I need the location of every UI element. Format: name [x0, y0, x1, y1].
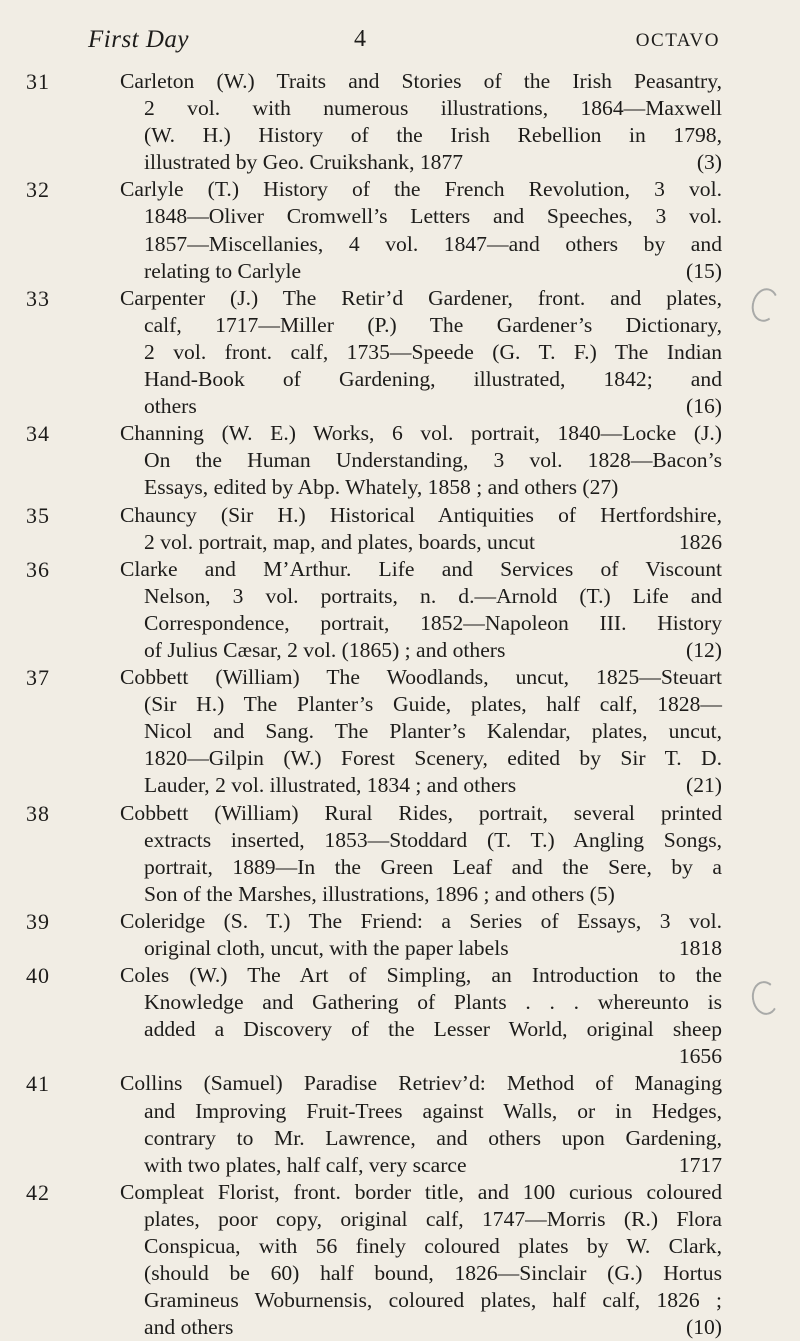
lot-description-line: Son of the Marshes, illustrations, 1896 ; and others (5) [144, 881, 615, 906]
lot-entry [26, 1179, 722, 1341]
lot-description-line: Knowledge and Gathering of Plants . . . whereunto is [144, 990, 722, 1015]
lot-entry [26, 176, 722, 284]
lot-entry [26, 962, 722, 1070]
lot-description-line: plates, poor copy, original calf, 1747—Morris (R.) Flora [144, 1206, 722, 1231]
lot-number: 36 [26, 556, 50, 582]
lot-description-line: Cobbett (William) The Woodlands, uncut, 1825—Steuart [120, 665, 722, 690]
lot-description-line: 2 vol. front. calf, 1735—Speede (G. T. F.) The Indian [144, 339, 722, 364]
lot-count: 1717 [678, 1152, 722, 1177]
lot-description-line: Collins (Samuel) Paradise Retriev’d: Method of Managing [120, 1071, 722, 1096]
page-number: 4 [354, 26, 366, 52]
lot-description-line [120, 393, 722, 420]
lot-description-text: and others [144, 1315, 234, 1340]
lot-description-line: Conspicua, with 56 finely coloured plates by W. Clark, [144, 1234, 722, 1259]
lot-entry [26, 420, 722, 501]
lot-description-line [120, 529, 722, 556]
lot-description-line: Nelson, 3 vol. portraits, n. d.—Arnold (T.) Life and [144, 583, 722, 608]
lot-entry [26, 285, 722, 420]
lot-description-line [120, 149, 722, 176]
lot-description-text: others [144, 394, 197, 419]
running-head [88, 26, 720, 56]
lot-description-line: Carlyle (T.) History of the French Revolution, 3 vol. [120, 177, 722, 202]
lot-count: 1818 [678, 936, 722, 960]
lot-number: 35 [26, 502, 50, 528]
lot-description-line: extracts inserted, 1853—Stoddard (T. T.) Angling Songs, [144, 827, 722, 852]
lot-description-line [120, 772, 722, 799]
lot-description-line: Coles (W.) The Art of Simpling, an Introduction to the [120, 963, 722, 988]
lot-description-line: calf, 1717—Miller (P.) The Gardener’s Dictionary, [144, 312, 722, 337]
lot-entry [26, 68, 722, 176]
lot-description-line: added a Discovery of the Lesser World, original sheep [144, 1017, 722, 1042]
lot-description-line: 1857—Miscellanies, 4 vol. 1847—and others by and [144, 231, 722, 256]
lot-description-line: and Improving Fruit-Trees against Walls, or in Hedges, [144, 1098, 722, 1123]
lot-description-line: Essays, edited by Abp. Whately, 1858 ; and others (27) [144, 475, 619, 500]
lot-description-line: Clarke and M’Arthur. Life and Services of Viscount [120, 556, 722, 581]
sale-day-title: First Day [88, 26, 190, 53]
lot-description-line: Hand-Book of Gardening, illustrated, 1842; and [144, 367, 722, 392]
lot-number: 32 [26, 177, 50, 203]
lot-description-text: illustrated by Geo. Cruikshank, 1877 [144, 150, 464, 175]
lot-entry [26, 908, 722, 962]
lot-description-line: 2 vol. with numerous illustrations, 1864—Maxwell [144, 96, 722, 121]
lot-description-text: original cloth, uncut, with the paper labels [144, 936, 509, 960]
lot-description-line: 1848—Oliver Cromwell’s Letters and Speeches, 3 vol. [144, 204, 722, 229]
lot-count: (3) [696, 150, 722, 175]
lot-entry [26, 502, 722, 556]
lot-count: (21) [686, 773, 722, 798]
lot-description-text: relating to Carlyle [144, 258, 302, 283]
lot-entry [26, 800, 722, 908]
lot-number: 31 [26, 69, 50, 94]
lot-description-line: Carleton (W.) Traits and Stories of the Irish Peasantry, [120, 69, 722, 93]
lot-number: 37 [26, 665, 50, 691]
lot-list [0, 68, 800, 1341]
lot-description-line: Carpenter (J.) The Retir’d Gardener, front. and plates, [120, 285, 722, 310]
lot-description-line: On the Human Understanding, 3 vol. 1828—Bacon’s [144, 448, 722, 473]
lot-number: 33 [26, 285, 50, 311]
lot-description-line: (Sir H.) The Planter’s Guide, plates, half calf, 1828— [144, 692, 722, 717]
lot-description-line [120, 1152, 722, 1179]
lot-number: 42 [26, 1179, 50, 1205]
lot-entry [26, 664, 722, 799]
lot-description-line: Channing (W. E.) Works, 6 vol. portrait, 1840—Locke (J.) [120, 421, 722, 446]
lot-description-line: Cobbett (William) Rural Rides, portrait, several printed [120, 800, 722, 825]
lot-description-text: with two plates, half calf, very scarce [144, 1152, 467, 1177]
lot-description-line: 1656 [678, 1044, 722, 1069]
lot-description-line [120, 637, 722, 664]
lot-description-line: Correspondence, portrait, 1852—Napoleon III. History [144, 610, 722, 635]
lot-count: 1826 [678, 529, 722, 554]
lot-number: 40 [26, 963, 50, 989]
lot-description-line [120, 935, 722, 962]
lot-description-line: Chauncy (Sir H.) Historical Antiquities of Hertfordshire, [120, 502, 722, 527]
lot-description-line: (should be 60) half bound, 1826—Sinclair (G.) Hortus [144, 1261, 722, 1286]
lot-description-line: Compleat Florist, front. border title, and 100 curious coloured [120, 1179, 722, 1204]
lot-description-line: portrait, 1889—In the Green Leaf and the Sere, by a [144, 854, 722, 879]
lot-description-line: 1820—Gilpin (W.) Forest Scenery, edited by Sir T. D. [144, 746, 722, 771]
lot-entry [26, 1070, 722, 1178]
lot-description-line: Gramineus Woburnensis, coloured plates, half calf, 1826 ; [144, 1288, 722, 1313]
lot-count: (12) [686, 637, 722, 662]
lot-description-text: Lauder, 2 vol. illustrated, 1834 ; and others [144, 773, 517, 798]
lot-number: 38 [26, 800, 50, 826]
lot-description-line: Coleridge (S. T.) The Friend: a Series of Essays, 3 vol. [120, 908, 722, 933]
lot-entry [26, 556, 722, 664]
lot-description-text: of Julius Cæsar, 2 vol. (1865) ; and others [144, 637, 506, 662]
lot-description-line [120, 258, 722, 285]
lot-description-text: 2 vol. portrait, map, and plates, boards, uncut [144, 529, 535, 554]
lot-description-line: Nicol and Sang. The Planter’s Kalendar, plates, uncut, [144, 719, 722, 744]
lot-description-line: (W. H.) History of the Irish Rebellion in 1798, [144, 123, 722, 148]
lot-count: (10) [686, 1315, 722, 1340]
lot-count: (16) [686, 394, 722, 419]
lot-number: 39 [26, 908, 50, 934]
lot-number: 41 [26, 1071, 50, 1097]
lot-count: (15) [686, 258, 722, 283]
lot-number: 34 [26, 421, 50, 447]
lot-description-line: contrary to Mr. Lawrence, and others upon Gardening, [144, 1125, 722, 1150]
format-label: OCTAVO [635, 30, 720, 51]
